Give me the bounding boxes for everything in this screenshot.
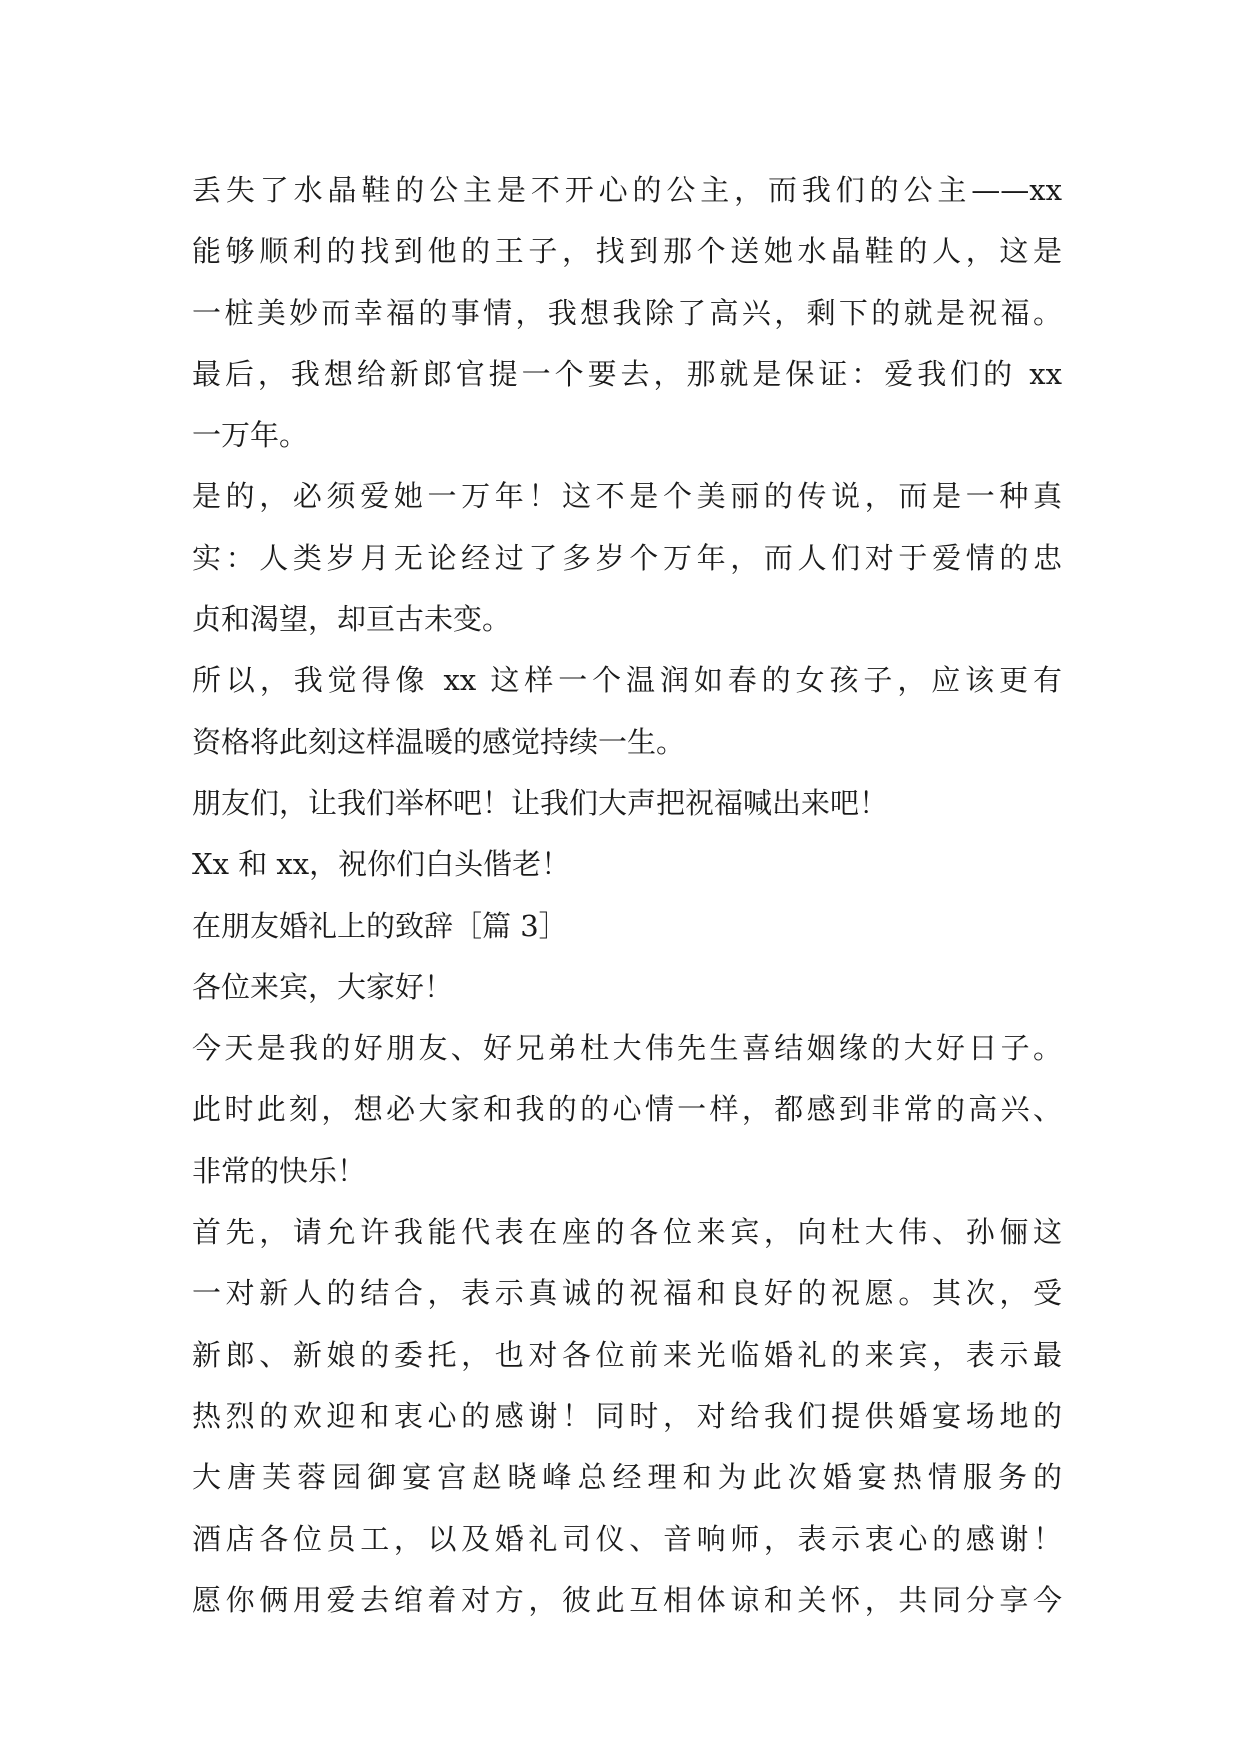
text-line: 酒店各位员工，以及婚礼司仪、音响师，表示衷心的感谢！ — [192, 1521, 1062, 1556]
text-line: 一对新人的结合，表示真诚的祝福和良好的祝愿。其次，受 — [192, 1276, 1062, 1311]
text-line: 大唐芙蓉园御宴宫赵晓峰总经理和为此次婚宴热情服务的 — [192, 1460, 1062, 1495]
text-line: 丢失了水晶鞋的公主是不开心的公主，而我们的公主——xx — [192, 173, 1062, 207]
document-body — [192, 160, 1062, 1631]
text-line: 非常的快乐！ — [192, 1153, 367, 1188]
text-line: 愿你俩用爱去绾着对方，彼此互相体谅和关怀，共同分享今 — [192, 1582, 1062, 1617]
text-line: 朋友们，让我们举杯吧！让我们大声把祝福喊出来吧！ — [192, 785, 889, 820]
text-line: 首先，请允许我能代表在座的各位来宾，向杜大伟、孙俪这 — [192, 1215, 1062, 1250]
text-line: 是的，必须爱她一万年！这不是个美丽的传说，而是一种真 — [192, 479, 1062, 514]
text-line: 能够顺利的找到他的王子，找到那个送她水晶鞋的人，这是 — [192, 234, 1062, 269]
text-line: 一桩美妙而幸福的事情，我想我除了高兴，剩下的就是祝福。 — [192, 295, 1062, 330]
text-line: 贞和渴望，却亘古未变。 — [192, 602, 512, 637]
text-line: 新郎、新娘的委托，也对各位前来光临婚礼的来宾，表示最 — [192, 1337, 1062, 1372]
text-line: 实：人类岁月无论经过了多岁个万年，而人们对于爱情的忠 — [192, 540, 1062, 575]
text-line: 一万年。 — [192, 418, 309, 453]
text-line: 各位来宾，大家好！ — [192, 969, 454, 1004]
text-line: 资格将此刻这样温暖的感觉持续一生。 — [192, 724, 686, 759]
text-line: 热烈的欢迎和衷心的感谢！同时，对给我们提供婚宴场地的 — [192, 1398, 1062, 1433]
text-line: 此时此刻，想必大家和我的的心情一样，都感到非常的高兴、 — [192, 1092, 1062, 1127]
text-line: 所以，我觉得像 xx 这样一个温润如春的女孩子，应该更有 — [192, 663, 1062, 698]
text-line: Xx 和 xx，祝你们白头偕老！ — [192, 847, 571, 882]
text-line: 最后，我想给新郎官提一个要去，那就是保证：爱我们的 xx — [192, 356, 1062, 391]
text-line: 在朋友婚礼上的致辞［篇 3］ — [192, 908, 568, 943]
text-line: 今天是我的好朋友、好兄弟杜大伟先生喜结姻缘的大好日子。 — [192, 1031, 1062, 1066]
